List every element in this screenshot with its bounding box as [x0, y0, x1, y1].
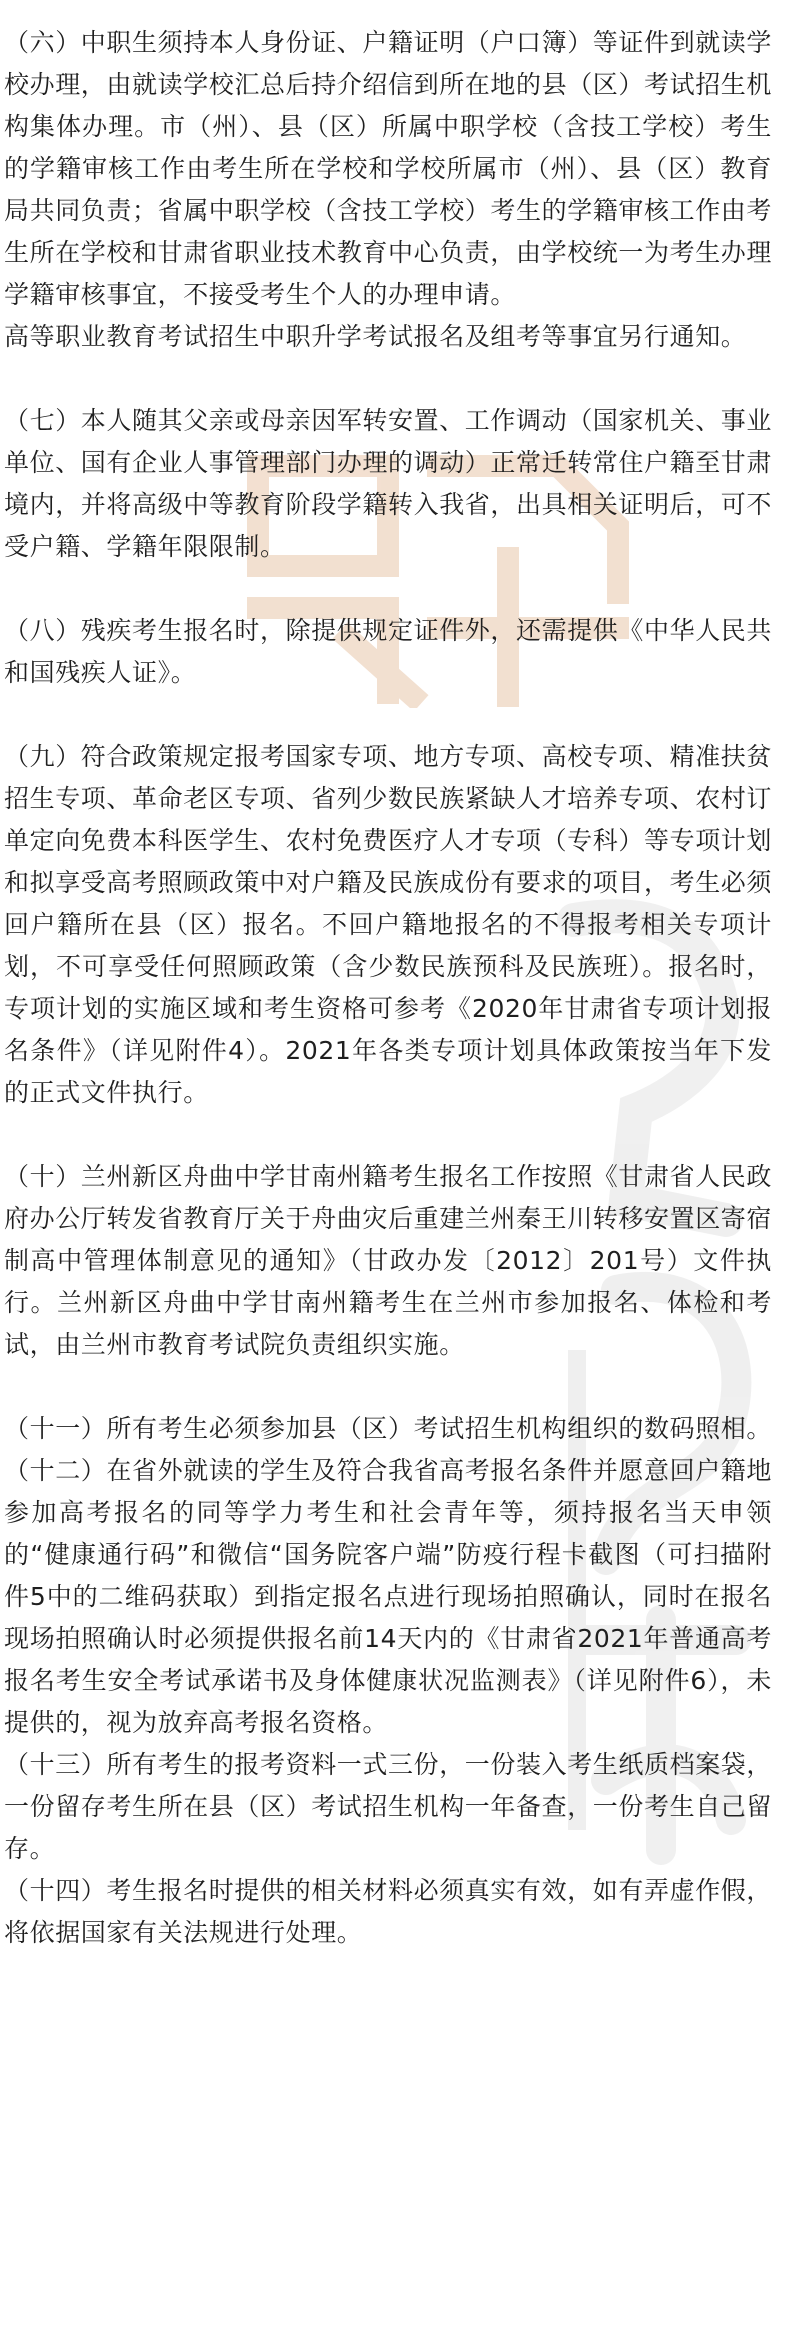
paragraph-10: （十）兰州新区舟曲中学甘南州籍考生报名工作按照《甘肃省人民政府办公厅转发省教育厅关于舟曲灾后重建兰州秦王川转移安置区寄宿制高中管理体制意见的通知》（甘政办发〔2012〕201号）文件执行。兰州新区舟曲中学甘南州籍考生在兰州市参加报名、体检和考试，由兰州市教育考试院负责组织实施。: [4, 1162, 773, 1359]
paragraph-gap: [4, 1366, 772, 1408]
paragraph-7: （七）本人随其父亲或母亲因军转安置、工作调动（国家机关、事业单位、国有企业人事管理部门办理的调动）正常迁转常住户籍至甘肃境内，并将高级中等教育阶段学籍转入我省，出具相关证明后，可不受户籍、学籍年限限制。: [4, 406, 773, 561]
paragraph-11: （十一）所有考生必须参加县（区）考试招生机构组织的数码照相。: [4, 1414, 773, 1443]
paragraph-14: （十四）考生报名时提供的相关材料必须真实有效，如有弄虚作假，将依据国家有关法规进行处理。: [4, 1876, 773, 1947]
paragraph-9: （九）符合政策规定报考国家专项、地方专项、高校专项、精准扶贫招生专项、革命老区专项、省列少数民族紧缺人才培养专项、农村订单定向免费本科医学生、农村免费医疗人才专项（专科）等专项计划和拟享受高考照顾政策中对户籍及民族成份有要求的项目，考生必须回户籍所在县（区）报名。不回户籍地报名的不得报考相关专项计划，不可享受任何照顾政策（含少数民族预科及民族班）。报名时，专项计划的实施区域和考生资格可参考《2020年甘肃省专项计划报名条件》（详见附件4）。2021年各类专项计划具体政策按当年下发的正式文件执行。: [4, 742, 773, 1107]
paragraph-gap: [4, 568, 772, 610]
paragraph-13: （十三）所有考生的报考资料一式三份，一份装入考生纸质档案袋，一份留存考生所在县（区）考试招生机构一年备查，一份考生自己留存。: [4, 1750, 773, 1863]
paragraph-vocational-note: 高等职业教育考试招生中职升学考试报名及组考等事宜另行通知。: [4, 322, 747, 351]
paragraph-6: （六）中职生须持本人身份证、户籍证明（户口簿）等证件到就读学校办理，由就读学校汇总后持介绍信到所在地的县（区）考试招生机构集体办理。市（州）、县（区）所属中职学校（含技工学校）考生的学籍审核工作由考生所在学校和学校所属市（州）、县（区）教育局共同负责；省属中职学校（含技工学校）考生的学籍审核工作由考生所在学校和甘肃省职业技术教育中心负责，由学校统一为考生办理学籍审核事宜，不接受考生个人的办理申请。: [4, 28, 773, 309]
paragraph-12: （十二）在省外就读的学生及符合我省高考报名条件并愿意回户籍地参加高考报名的同等学力考生和社会青年等，须持报名当天申领的“健康通行码”和微信“国务院客户端”防疫行程卡截图（可扫描附件5中的二维码获取）到指定报名点进行现场拍照确认，同时在报名现场拍照确认时必须提供报名前14天内的《甘肃省2021年普通高考报名考生安全考试承诺书及身体健康状况监测表》（详见附件6），未提供的，视为放弃高考报名资格。: [4, 1456, 773, 1737]
paragraph-8: （八）残疾考生报名时，除提供规定证件外，还需提供《中华人民共和国残疾人证》。: [4, 616, 773, 687]
paragraph-gap: [4, 694, 772, 736]
paragraph-gap: [4, 358, 772, 400]
article-body: [4, 22, 772, 1954]
paragraph-gap: [4, 1114, 772, 1156]
